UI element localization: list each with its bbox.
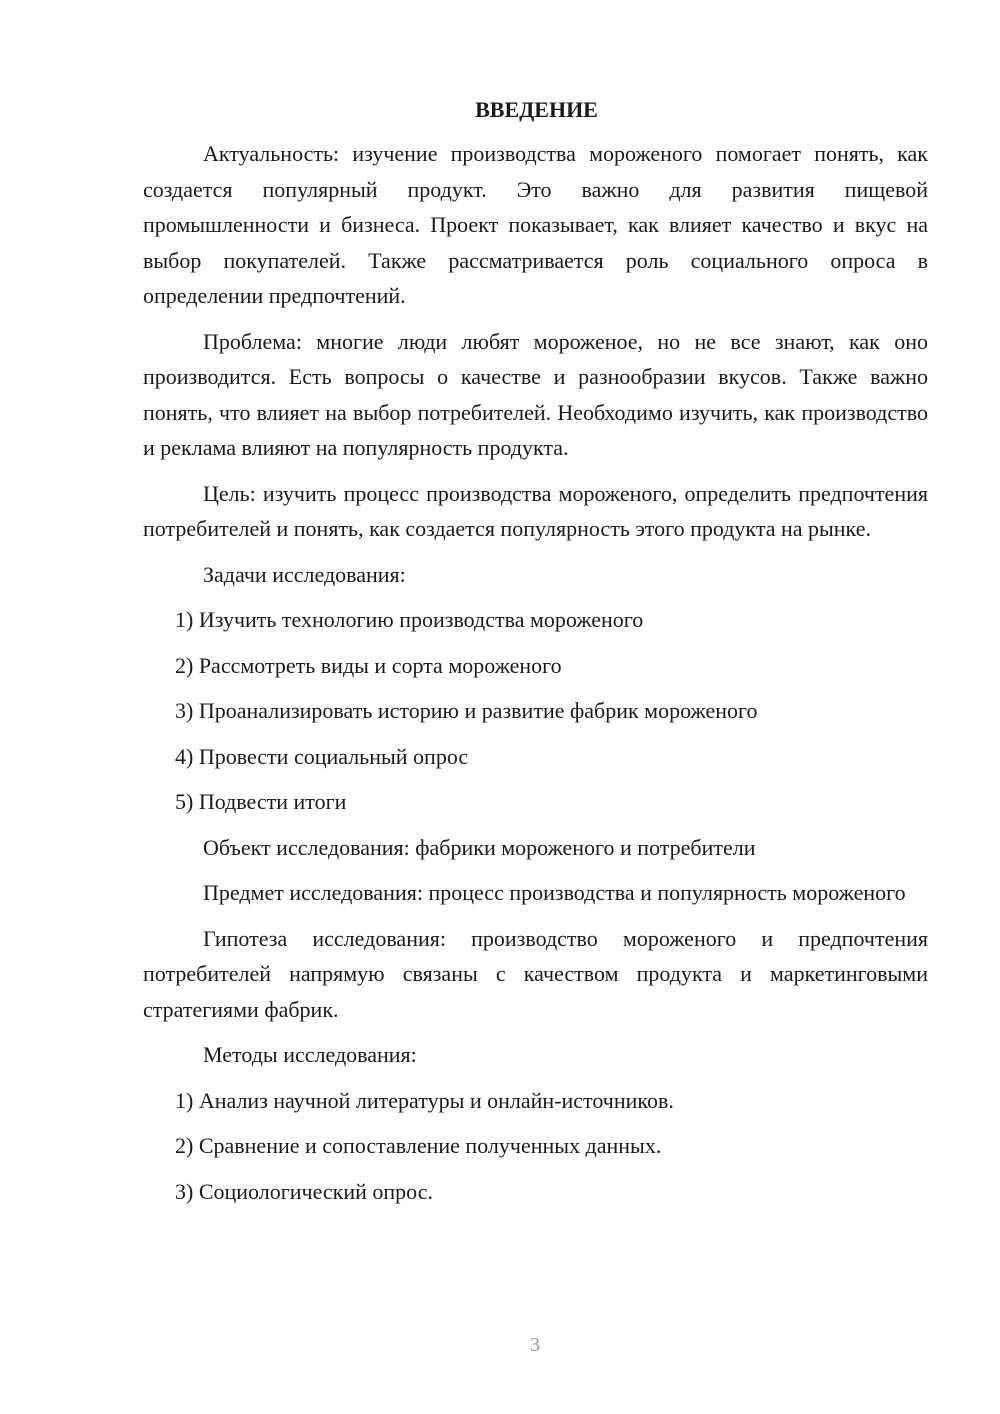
tasks-heading: Задачи исследования: bbox=[203, 561, 406, 587]
hypothesis-paragraph: Гипотеза исследования: производство мороженого и предпочтения потребителей напрямую связаны с качеством продукта и маркетинговыми стратегиями фабрик. bbox=[143, 925, 928, 1022]
list-item: 5) Подвести итоги bbox=[175, 789, 347, 814]
list-item: 1) Изучить технологию производства мороженого bbox=[175, 607, 644, 632]
page-title: ВВЕДЕНИЕ bbox=[475, 97, 598, 122]
goal-paragraph: Цель: изучить процесс производства мороженого, определить предпочтения потребителей и понять, как создается популярность этого продукта на рынке. bbox=[143, 480, 928, 541]
object-paragraph: Объект исследования: фабрики мороженого и потребители bbox=[203, 834, 756, 860]
problem-paragraph: Проблема: многие люди любят мороженое, но не все знают, как оно производится. Есть вопросы о качестве и разнообразии вкусов. Также важно понять, что влияет на выбор потребителей. Необходимо изучить, как производство и реклама влияют на популярность продукта. bbox=[143, 328, 928, 460]
list-item: 4) Провести социальный опрос bbox=[175, 743, 469, 769]
subject-paragraph: Предмет исследования: процесс производства и популярность мороженого bbox=[203, 880, 906, 905]
methods-list bbox=[143, 1083, 928, 1210]
page-number: 3 bbox=[530, 1334, 540, 1356]
page-content bbox=[143, 96, 928, 1219]
list-item: 1) Анализ научной литературы и онлайн-источников. bbox=[175, 1087, 674, 1113]
relevance-paragraph: Актуальность: изучение производства мороженого помогает понять, как создается популярный продукт. Это важно для развития пищевой промышленности и бизнеса. Проект показывает, как влияет качество и вкус на выбор покупателей. Также рассматривается роль социального опроса в определении предпочтений. bbox=[143, 141, 928, 308]
list-item: 3) Проанализировать историю и развитие фабрик мороженого bbox=[175, 698, 758, 723]
methods-heading: Методы исследования: bbox=[203, 1042, 417, 1067]
list-item: 2) Сравнение и сопоставление полученных данных. bbox=[175, 1133, 662, 1158]
tasks-list bbox=[143, 602, 928, 820]
list-item: 2) Рассмотреть виды и сорта мороженого bbox=[175, 652, 562, 678]
list-item: 3) Социологический опрос. bbox=[175, 1178, 433, 1204]
